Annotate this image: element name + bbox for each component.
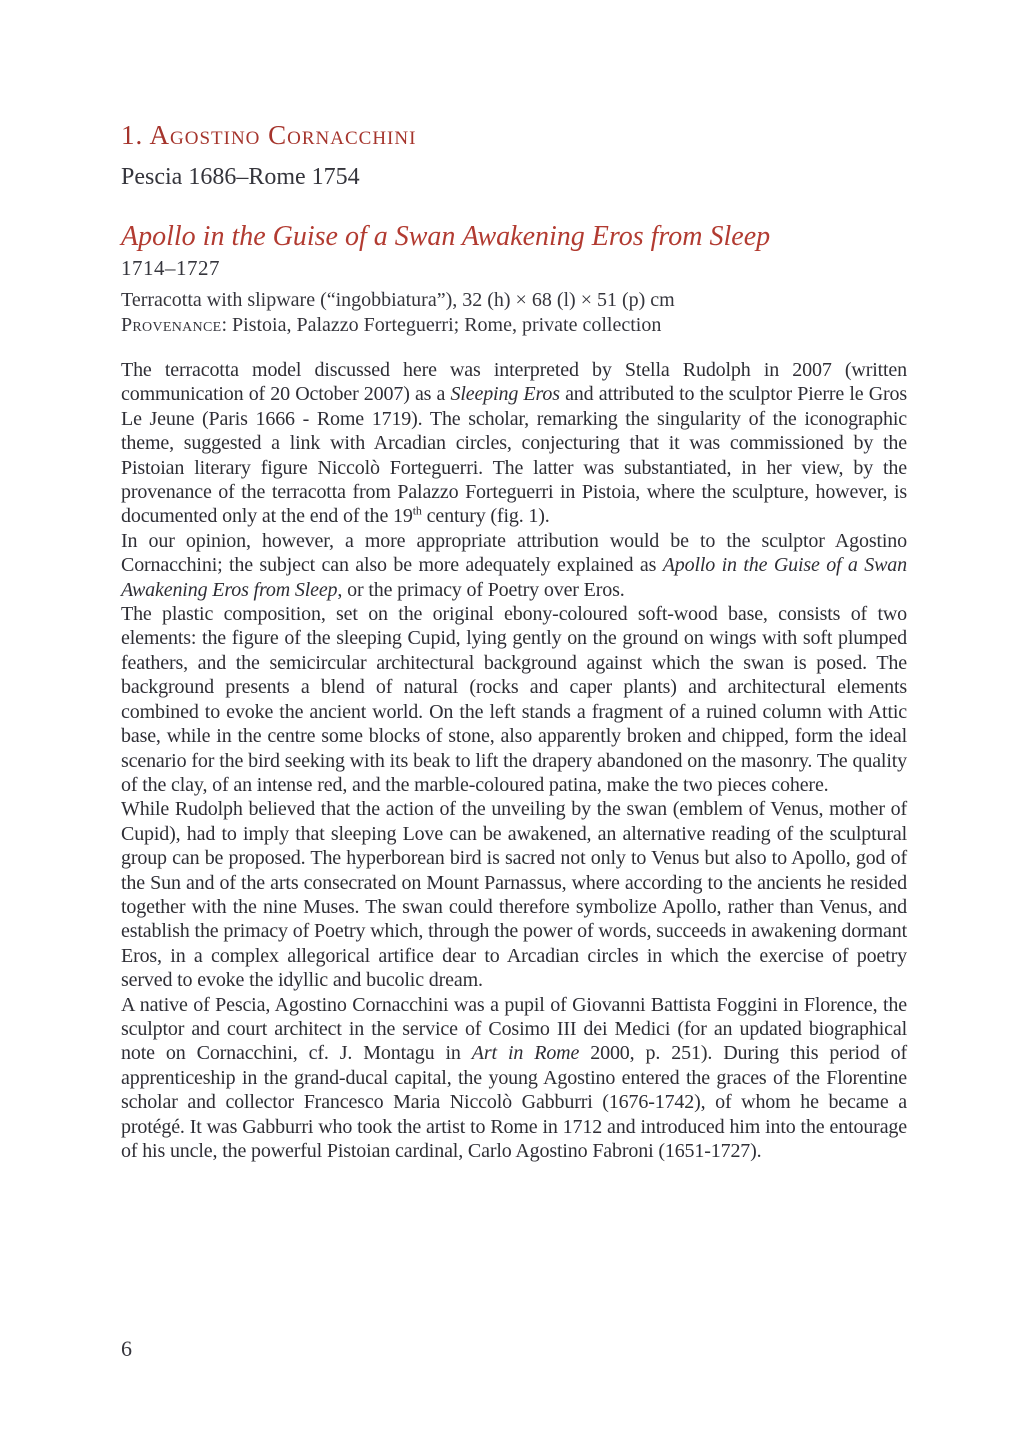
ordinal-superscript: th <box>412 503 422 518</box>
paragraph-text: and attributed to the sculptor Pierre le Gros Le Jeune (Paris 1666 - Rome 1719). The scholar, remarking the singularity of the iconographic theme, suggested a link with Arcadian circles, conjecturing that it was commissioned by the Pistoian literary figure Niccolò Forteguerri. The latter was substantiated, in her view, by the provenance of the terracotta from Palazzo Forteguerri in Pistoia, where the sculpture, however, is documented only at the end of the 19 <box>121 383 907 528</box>
italic-work-title: Apollo in the Guise of a Swan Awakening Eros from Sleep <box>121 554 908 601</box>
materials-line: Terracotta with slipware (“ingobbiatura”), 32 (h) × 68 (l) × 51 (p) cm <box>121 289 675 311</box>
paragraph-biography <box>121 993 907 1164</box>
provenance-value: : Pistoia, Palazzo Forteguerri; Rome, private collection <box>221 314 662 336</box>
paragraph-interpretation <box>121 797 907 992</box>
italic-book-title: Art in Rome <box>471 1042 580 1065</box>
artwork-title: Apollo in the Guise of a Swan Awakening Eros from Sleep <box>121 221 771 252</box>
paragraph-text: century (fig. 1). <box>421 505 550 528</box>
paragraph-text: The plastic composition, set on the original ebony-coloured soft-wood base, consists of two elements: the figure of the sleeping Cupid, lying gently on the ground on wings with soft plumped feathers, and the semicircular architectural background against which the swan is posed. The background presents a blend of natural (rocks and caper plants) and architectural elements combined to evoke the ancient world. On the left stands a fragment of a ruined column with Attic base, while in the centre some blocks of stone, also apparently broken and chipped, form the ideal scenario for the bird seeking with its beak to lift the drapery abandoned on the masonry. The quality of the clay, of an intense red, and the marble-coloured patina, make the two pieces cohere. <box>121 603 907 796</box>
body-text <box>121 358 907 1163</box>
provenance-label: Provenance <box>121 314 222 336</box>
paragraph-text: While Rudolph believed that the action of the unveiling by the swan (emblem of Venus, mother of Cupid), had to imply that sleeping Love can be awakened, an alternative reading of the sculptural group can be proposed. The hyperborean bird is sacred not only to Venus but also to Apollo, god of the Sun and of the arts consecrated on Mount Parnassus, where according to the ancients he resided together with the nine Muses. The swan could therefore symbolize Apollo, rather than Venus, and establish the primacy of Poetry which, through the power of words, succeeds in awakening dormant Eros, in a complex allegorical artifice dear to Arcadian circles in which the exercise of poetry served to evoke the idyllic and bucolic dream. <box>121 798 907 992</box>
italic-work-title: Sleeping Eros <box>450 383 560 406</box>
entry-heading: 1. Agostino Cornacchini <box>121 120 417 150</box>
entry-content <box>121 0 907 1163</box>
paragraph-attribution <box>121 358 907 529</box>
artwork-dates: 1714–1727 <box>121 256 220 280</box>
paragraph-text: , or the primacy of Poetry over Eros. <box>337 578 625 601</box>
paragraph-text: The terracotta model discussed here was interpreted by Stella Rudolph in 2007 (written communication of 20 October 2007) as a <box>121 359 907 406</box>
paragraph-text: In our opinion, however, a more appropriate attribution would be to the sculptor Agostino Cornacchini; the subject can also be more adequately explained as <box>121 529 907 577</box>
tombstone-block <box>121 288 907 338</box>
page-number: 6 <box>121 1336 132 1361</box>
paragraph-composition <box>121 602 907 797</box>
artist-dates: Pescia 1686–Rome 1754 <box>121 164 360 190</box>
provenance-line <box>121 313 907 338</box>
paragraph-text: A native of Pescia, Agostino Cornacchini was a pupil of Giovanni Battista Foggini in Florence, the sculptor and court architect in the service of Cosimo III dei Medici (for an updated biographical note on Cornacchini, cf. J. Montagu in <box>121 993 907 1065</box>
paragraph-opinion <box>121 529 907 602</box>
paragraph-text: 2000, p. 251). During this period of apprenticeship in the grand-ducal capital, the young Agostino entered the graces of the Florentine scholar and collector Francesco Maria Niccolò Gabburri (1676-1742), of whom he became a protégé. It was Gabburri who took the artist to Rome in 1712 and introduced him into the entourage of his uncle, the powerful Pistoian cardinal, Carlo Agostino Fabroni (1651-1727). <box>121 1042 907 1162</box>
